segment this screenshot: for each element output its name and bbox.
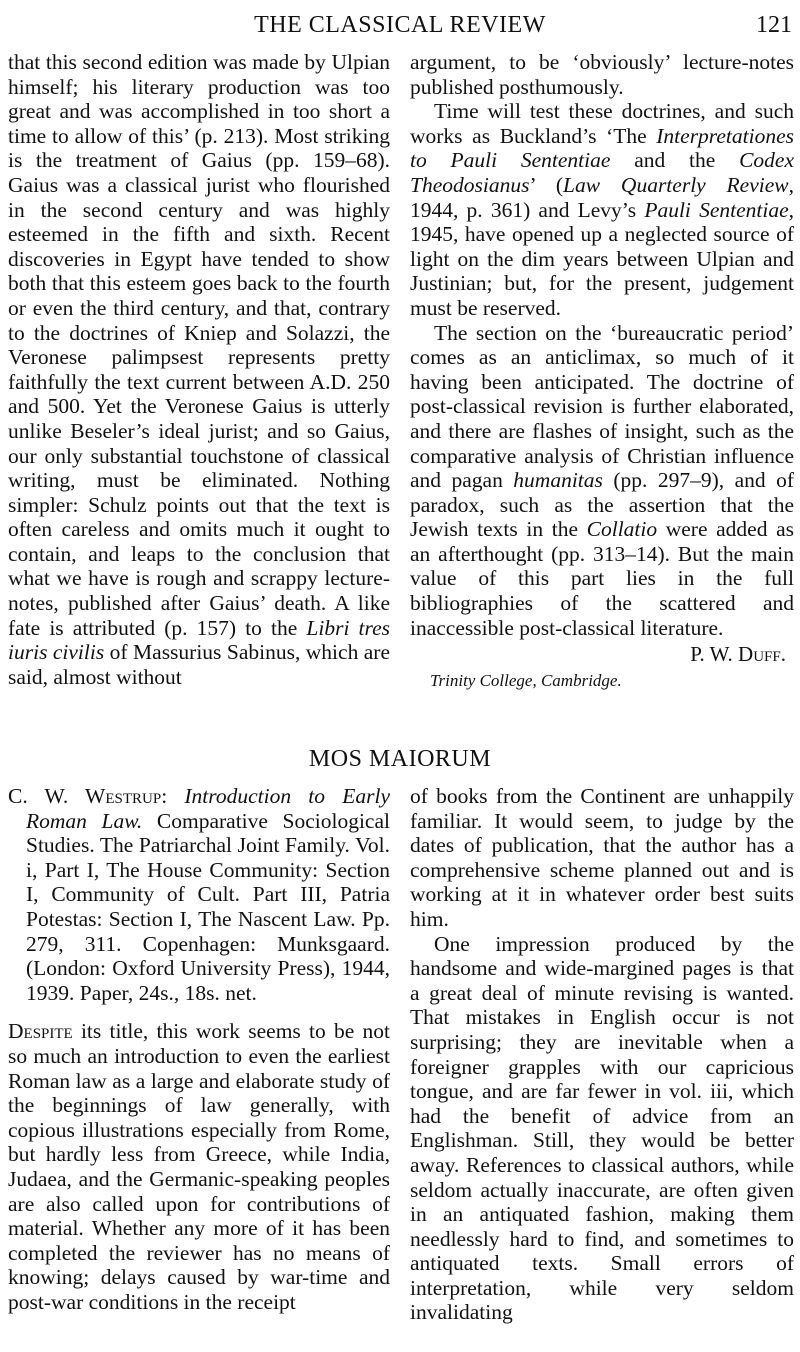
- italic-run: Law Quarterly Review: [563, 172, 789, 197]
- review2-right-paragraph-2: One impression produced by the handsome and wide-margined pages is that a great deal of minute revising is wanted. That mistakes in English occur is not surprising; they are inevitable when a foreigner grapples with our capricious tongue, and are far fewer in vol. iii, which had the benefit of advice from an Englishman. Still, they would be better away. References to classical authors, while seldom actually inaccurate, are often given in an antiquated fashion, making them needlessly hard to find, and sometimes to antiquated texts. Small errors of interpretation, while very seldom invalidating: [410, 931, 794, 1325]
- section-heading: MOS MAIORUM: [308, 746, 492, 772]
- review1-left-text: that this second edition was made by Ulpian himself; his literary production was too great and was accomplished in too short a time to allow of this’ (p. 213). Most striking is the treatment of Gaius (pp. 159–68). Gaius was a classical jurist who flourished in the second century and was highly esteemed in the fifth and sixth. Recent discoveries in Egypt have tended to show both that this esteem goes back to the fourth or even the third century, and that, contrary to the doctrines of Kniep and Solazzi, the Veronese palimpsest represents pretty faithfully the text current between A.D. 250 and 500. Yet the Veronese Gaius is utterly unlike Beseler’s ideal jurist; and so Gaius, our only substantial touchstone of classical writing, must be eliminated. Nothing simpler: Schulz points out that the text is often careless and omits much it ought to contain, and leaps to the conclusion that what we have is rough and scrappy lecture-notes, published after Gaius’ death. A like fate is attributed (p. 157) to the: [8, 50, 390, 640]
- italic-run: Collatio: [586, 517, 658, 542]
- page-header: [0, 8, 800, 44]
- reviewer-signature: P. W. Duff.: [690, 642, 786, 667]
- text-run: , 1944, p. 361) and Levy’s: [410, 172, 794, 222]
- italic-run: Interpretationes to Pauli Sententiae: [410, 123, 794, 173]
- running-title: THE CLASSICAL REVIEW: [254, 12, 546, 38]
- italic-run: Pauli Sententiae: [644, 197, 789, 222]
- italic-run: humanitas: [513, 468, 603, 493]
- review1-left-column: [8, 50, 390, 689]
- review1-left-tail: of Massurius Sabinus, which are said, almost without: [8, 640, 391, 689]
- lead-word: Despite: [8, 1019, 73, 1044]
- review2-right-paragraph-1: of books from the Continent are unhappily familiar. It would seem, to judge by the dates of publication, that the author has a comprehensive scheme planned out and is working at it in whatever order best suits him.: [410, 784, 794, 931]
- book-author: C. W. Westrup: [8, 784, 162, 808]
- text-run: The section on the ‘bureaucratic period’ comes as an anticlimax, so much of it having been anticipated. The doctrine of post-classical revision is further elaborated, and there are flashes of insight, such as the comparative analysis of Christian influence and pagan: [410, 320, 794, 493]
- text-run: :: [161, 784, 185, 808]
- text-run: ’ (: [529, 172, 564, 197]
- text-run: and the: [610, 148, 740, 173]
- review1-left-italic: Libri tres iuris civilis: [8, 615, 390, 665]
- review2-right-column: [410, 784, 794, 1325]
- review1-right-paragraph-2: [410, 99, 794, 320]
- text-run: its title, this work seems to be not so much an introduction to even the earliest Roman law as a large and elaborate study of the beginnings of law generally, with copious illustrations especially from Rome, but hardly less from Greece, while India, Judaea, and the Germanic-speaking peoples are also called upon for contributions of material. Whether any more of it has been completed the reviewer has no means of knowing; delays caused by war-time and post-war conditions in the receipt: [8, 1019, 390, 1314]
- review1-right-paragraph-3: [410, 321, 794, 641]
- text-run: (pp. 297–9), and of paradox, such as the assertion that the Jewish texts in the: [410, 468, 794, 542]
- text-run: Time will test these doctrines, and such works as Buckland’s ‘The: [410, 99, 794, 148]
- review1-right-paragraph-1: argument, to be ‘obviously’ lecture-notes published posthumously.: [410, 50, 794, 99]
- review2-left-column: [8, 784, 390, 1314]
- review1-left-paragraph: [8, 50, 390, 689]
- reviewer-affiliation: Trinity College, Cambridge.: [430, 670, 622, 690]
- book-citation: [8, 784, 390, 1005]
- page-number: 121: [756, 12, 792, 38]
- review2-left-paragraph: [8, 1019, 390, 1314]
- text-run: were added as an afterthought (pp. 313–14). But the main value of this part lies in the full bibliographies of the scattered and inaccessible post-classical literature.: [410, 517, 794, 640]
- text-run: , 1945, have opened up a neglected source of light on the dim years between Ulpian and Justinian; but, for the present, judgement must be reserved.: [410, 197, 795, 320]
- book-title: Introduction to Early Roman Law.: [26, 784, 390, 833]
- italic-run: Codex Theodosianus: [410, 148, 795, 197]
- review1-right-column: [410, 50, 794, 693]
- book-details: Comparative Sociological Studies. The Patriarchal Joint Family. Vol. i, Part I, The House Community: Section I, Community of Cult. Part III, Patria Potestas: Section I, The Nascent Law. Pp. 279, 311. Copenhagen: Munksgaard. (London: Oxford University Press), 1944, 1939. Paper, 24s., 18s. net.: [26, 808, 390, 1005]
